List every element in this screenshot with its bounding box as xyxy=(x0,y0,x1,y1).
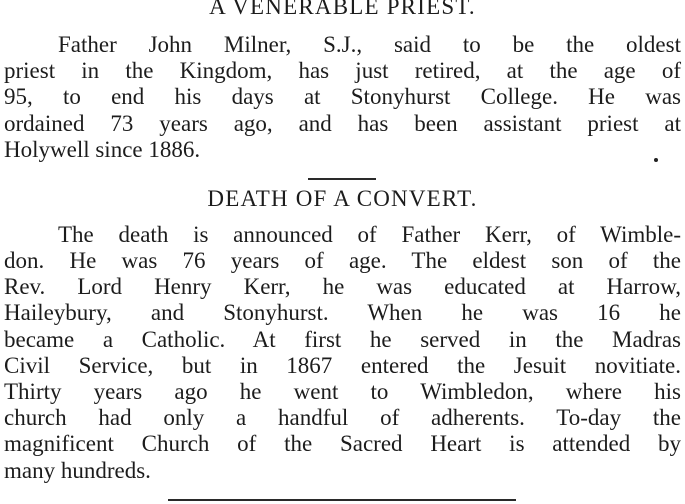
article-line: church had only a handful of adherents. To-day the xyxy=(4,405,681,430)
article-line: became a Catholic. At first he served in the Madras xyxy=(4,327,681,352)
print-speck xyxy=(654,158,658,162)
article-line: The death is announced of Father Kerr, of Wimble- xyxy=(58,222,681,247)
article-line: Holywell since 1886. xyxy=(4,137,201,162)
article-line: Civil Service, but in 1867 entered the Jesuit novitiate. xyxy=(4,353,681,378)
article-line: 95, to end his days at Stonyhurst College. He was xyxy=(4,84,681,109)
article-headline-venerable-priest: A VENERABLE PRIEST. xyxy=(209,0,476,19)
bottom-divider xyxy=(168,499,516,501)
article-line: Father John Milner, S.J., said to be the oldest xyxy=(58,32,681,57)
article-line: Rev. Lord Henry Kerr, he was educated at Harrow, xyxy=(4,274,681,299)
article-line: many hundreds. xyxy=(4,458,151,483)
article-line: priest in the Kingdom, has just retired, at the age of xyxy=(4,58,681,83)
article-line: Haileybury, and Stonyhurst. When he was 16 he xyxy=(4,300,681,325)
section-divider xyxy=(308,178,376,180)
article-line: Thirty years ago he went to Wimbledon, where his xyxy=(4,379,681,404)
article-headline-death-of-convert: DEATH OF A CONVERT. xyxy=(207,186,478,211)
article-line: don. He was 76 years of age. The eldest son of the xyxy=(4,248,681,273)
article-line: ordained 73 years ago, and has been assistant priest at xyxy=(4,111,681,136)
article-line: magnificent Church of the Sacred Heart is attended by xyxy=(4,431,681,456)
